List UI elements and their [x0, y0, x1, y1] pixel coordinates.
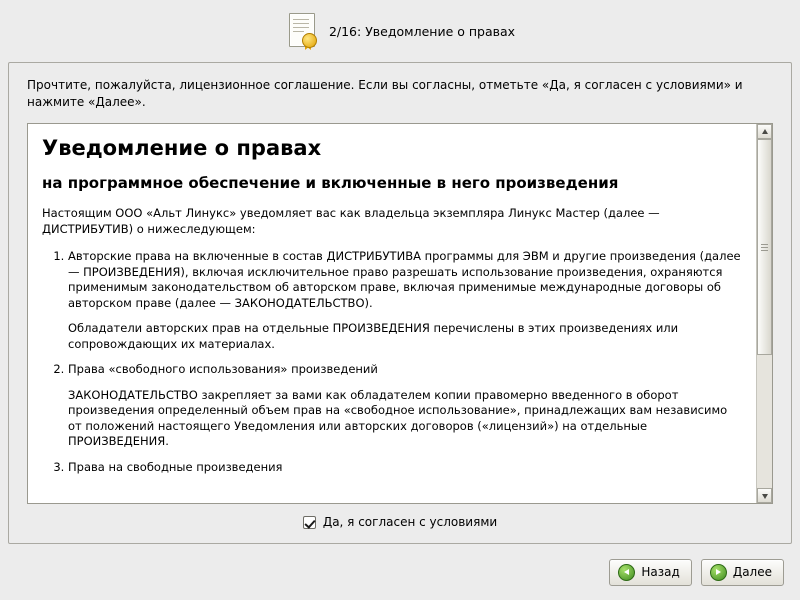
agree-checkbox[interactable]	[303, 516, 316, 529]
license-clause-list	[42, 249, 742, 475]
clause-text: Права «свободного использования» произведений	[68, 362, 378, 376]
license-subtitle: на программное обеспечение и включенные в него произведения	[42, 174, 619, 192]
scroll-up-arrow-icon[interactable]	[757, 124, 772, 139]
list-item	[68, 249, 742, 352]
license-scrollbar[interactable]	[756, 124, 772, 503]
instructions-text: Прочтите, пожалуйста, лицензионное соглашение. Если вы согласны, отметьте «Да, я согласен с условиями» и нажмите «Далее».	[27, 78, 743, 109]
license-text	[28, 124, 756, 503]
back-button-label: Назад	[641, 565, 680, 579]
arrow-left-circle-icon	[618, 564, 635, 581]
footer-buttons	[0, 544, 800, 600]
list-item	[68, 362, 742, 450]
next-button-label: Далее	[732, 565, 772, 579]
license-scroll-area[interactable]	[27, 123, 773, 504]
list-item	[68, 460, 742, 476]
clause-text: Авторские права на включенные в состав ДИСТРИБУТИВА программы для ЭВМ и другие произведения (далее — ПРОИЗВЕДЕНИЯ), включая исключительное право разрешать использование произведения, охраняются применимым законодательством об авторском праве, включая применимые международные договоры об авторском праве (далее — ЗАКОНОДАТЕЛЬСТВО).	[68, 249, 741, 310]
arrow-right-circle-icon	[710, 564, 727, 581]
agree-label[interactable]: Да, я согласен с условиями	[322, 515, 498, 529]
next-button[interactable]	[701, 559, 784, 586]
step-header	[0, 0, 800, 62]
license-preamble: Настоящим ООО «Альт Линукс» уведомляет вас как владельца экземпляра Линукс Мастер (далее — ДИСТРИБУТИВ) о нижеследующем:	[42, 206, 660, 236]
back-button[interactable]	[609, 559, 691, 586]
agreement-row[interactable]	[27, 504, 773, 533]
license-document-icon	[285, 11, 319, 51]
clause-extra: Обладатели авторских прав на отдельные ПРОИЗВЕДЕНИЯ перечислены в этих произведениях или сопровождающих их материалах.	[68, 321, 679, 351]
clause-extra: ЗАКОНОДАТЕЛЬСТВО закрепляет за вами как обладателем копии правомерно введенного в оборот произведения определенный объем прав на «свободное использование», принадлежащих вам независимо от положений настоящего Уведомления или авторских договоров («лицензий») на отдельные ПРОИЗВЕДЕНИЯ.	[68, 387, 728, 448]
scrollbar-thumb[interactable]	[757, 139, 772, 355]
scroll-down-arrow-icon[interactable]	[757, 488, 772, 503]
page-title: 2/16: Уведомление о правах	[328, 23, 516, 39]
clause-text: Права на свободные произведения	[68, 459, 283, 474]
scrollbar-track[interactable]	[757, 139, 772, 488]
main-panel	[8, 62, 792, 544]
license-title: Уведомление о правах	[42, 136, 322, 160]
